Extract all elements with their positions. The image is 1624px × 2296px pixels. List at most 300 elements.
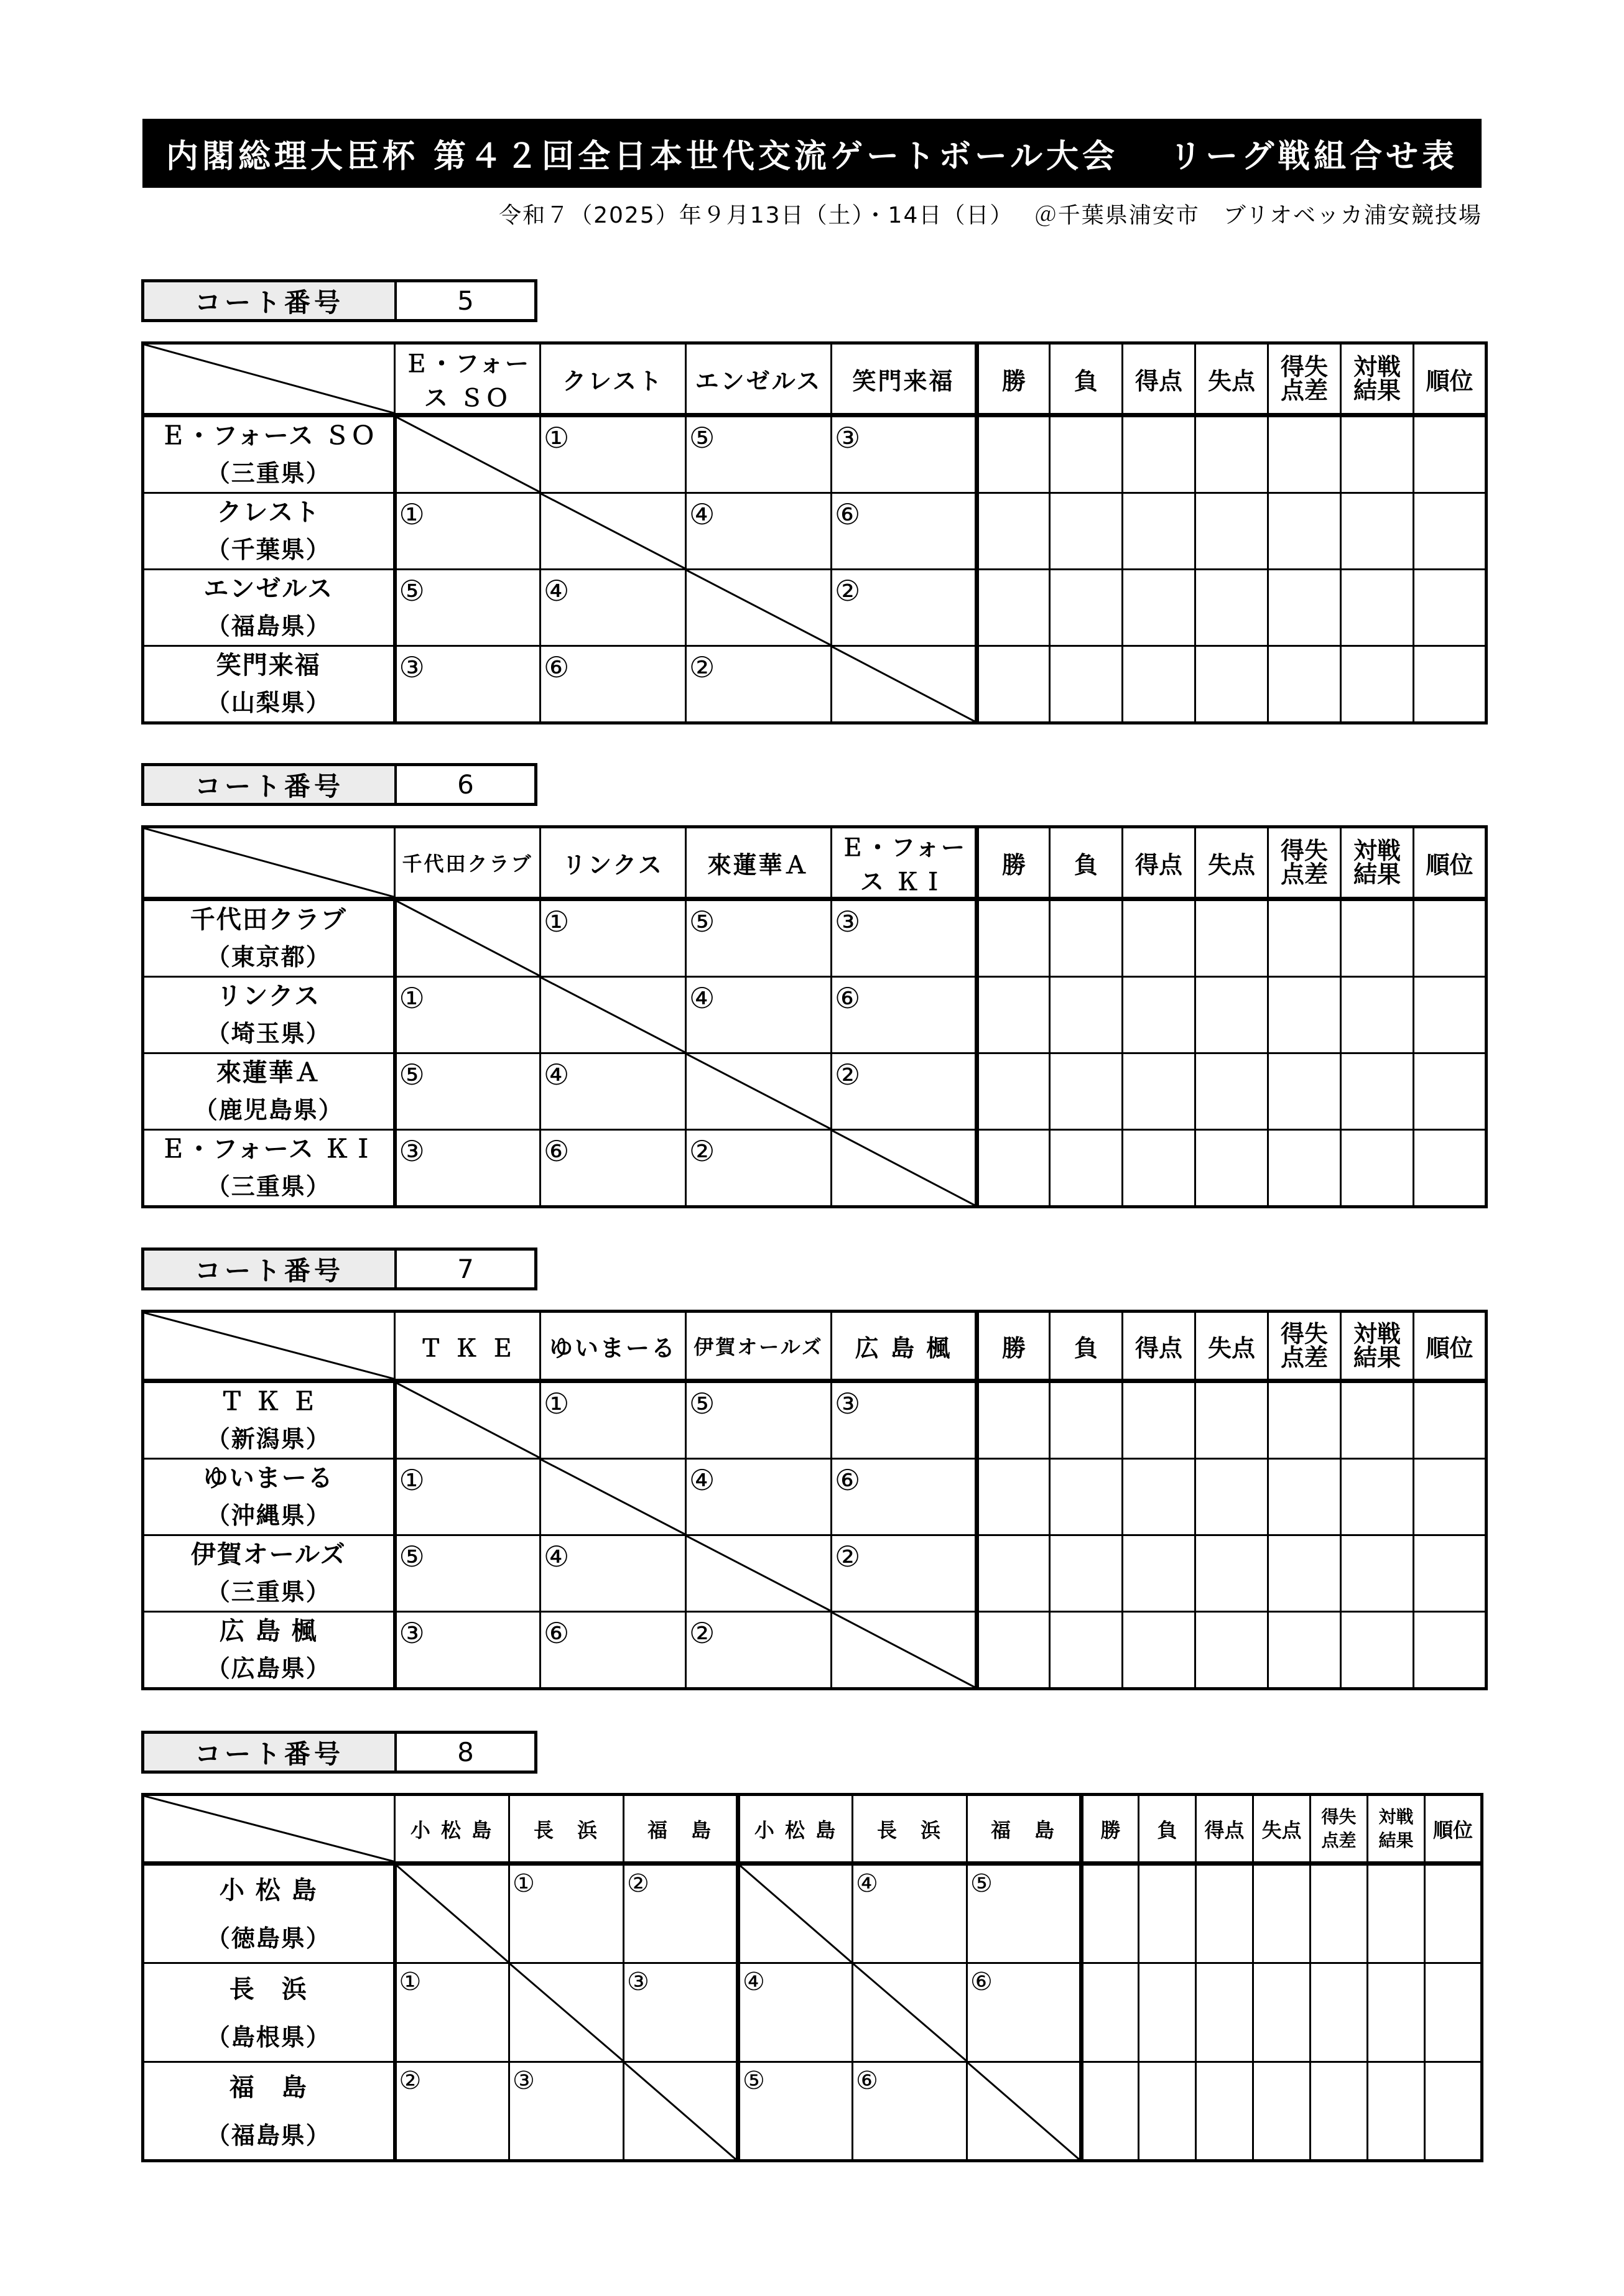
self-match-diagonal <box>832 1613 975 1687</box>
stat-header: 負 <box>1139 1795 1196 1864</box>
league-table-court-6 <box>141 825 1488 1208</box>
stat-header: 順位 <box>1414 343 1487 415</box>
opponent-header: 小 松 島 <box>395 1795 509 1864</box>
stat-cell <box>1050 1053 1123 1130</box>
stat-cell <box>1050 1459 1123 1535</box>
self-match-diagonal <box>687 1054 830 1129</box>
team-name: 笑門来福 <box>216 651 321 680</box>
opponent-header: 千代田クラブ <box>395 827 541 899</box>
stat-cell <box>1425 1864 1482 1963</box>
stat-cell <box>1368 2062 1425 2160</box>
stat-cell <box>1341 415 1414 493</box>
stat-cell <box>1341 1130 1414 1207</box>
stat-header: 勝 <box>977 1312 1050 1381</box>
team-name: Ｅ・フォース ＳＯ <box>160 422 377 450</box>
stat-cell <box>1414 570 1487 646</box>
match-order-cell: ⑥ <box>832 1459 977 1535</box>
opponent-header: 福 島 <box>624 1795 738 1864</box>
self-match-diagonal <box>687 1536 830 1611</box>
self-match-cell <box>395 1381 541 1459</box>
self-match-cell <box>686 570 832 646</box>
stat-cell <box>1050 1381 1123 1459</box>
stat-cell <box>1414 493 1487 570</box>
team-name: 福 島 <box>229 2073 308 2102</box>
stat-cell <box>1253 1963 1311 2062</box>
match-order-cell: ⑥ <box>853 2062 967 2160</box>
court-number-box <box>141 1731 537 1774</box>
stat-cell <box>1123 1535 1195 1612</box>
stat-cell <box>1196 1864 1253 1963</box>
self-match-cell <box>967 2062 1082 2160</box>
corner-diagonal <box>144 345 394 413</box>
team-prefecture: （千葉県） <box>206 536 331 563</box>
team-name: リンクス <box>216 982 321 1011</box>
stat-cell <box>977 570 1050 646</box>
team-row <box>143 1381 1487 1459</box>
stat-header: 得失 点差 <box>1268 827 1341 899</box>
team-name-cell <box>143 1612 395 1689</box>
match-order-cell: ② <box>395 2062 509 2160</box>
match-order-cell: ④ <box>541 570 686 646</box>
opponent-header: Ｅ・フォース ＫＩ <box>832 827 977 899</box>
team-prefecture: （徳島県） <box>206 1925 331 1953</box>
stat-header: 順位 <box>1414 827 1487 899</box>
header-row <box>143 1312 1487 1381</box>
stat-cell <box>1050 1535 1123 1612</box>
stat-cell <box>1139 1864 1196 1963</box>
team-prefecture: （三重県） <box>206 1173 331 1200</box>
stat-cell <box>977 977 1050 1053</box>
stat-cell <box>1253 1864 1311 1963</box>
match-order-cell: ③ <box>832 415 977 493</box>
stat-cell <box>1195 1612 1268 1689</box>
stat-header: 得点 <box>1123 1312 1195 1381</box>
stat-cell <box>1123 415 1195 493</box>
match-order-cell: ③ <box>624 1963 738 2062</box>
self-match-diagonal <box>832 647 975 721</box>
team-name-cell <box>143 1864 395 1963</box>
stat-cell <box>1311 1963 1368 2062</box>
stat-cell <box>1123 899 1195 977</box>
team-name: 長 浜 <box>229 1974 308 2004</box>
self-match-cell <box>541 977 686 1053</box>
team-row <box>143 899 1487 977</box>
team-prefecture: （埼玉県） <box>206 1020 331 1047</box>
corner-diagonal <box>144 1313 394 1379</box>
court-number-value: 5 <box>457 285 474 316</box>
match-order-cell: ⑤ <box>395 1535 541 1612</box>
opponent-header: 來蓮華Ａ <box>686 827 832 899</box>
team-name-cell <box>143 899 395 977</box>
stat-header: 勝 <box>1082 1795 1139 1864</box>
header-row <box>143 827 1487 899</box>
team-row <box>143 1535 1487 1612</box>
match-order-cell: ② <box>832 570 977 646</box>
team-row <box>143 2062 1482 2160</box>
stat-cell <box>1050 1612 1123 1689</box>
court-number-label: コート番号 <box>144 282 397 319</box>
stat-cell <box>1123 493 1195 570</box>
self-match-cell <box>509 1963 624 2062</box>
match-order-cell: ⑥ <box>541 1612 686 1689</box>
self-match-cell <box>832 1130 977 1207</box>
match-order-cell: ④ <box>541 1053 686 1130</box>
team-name: エンゼルス <box>203 575 334 603</box>
team-name-cell <box>143 977 395 1053</box>
team-prefecture: （沖縄県） <box>206 1502 331 1529</box>
event-date-venue: 令和７（2025）年９月13日（土）・14日（日） ＠千葉県浦安市 ブリオベッカ浦安競技場 <box>499 203 1482 228</box>
match-order-cell: ⑥ <box>967 1963 1082 2062</box>
match-order-cell: ④ <box>738 1963 853 2062</box>
team-name: 來蓮華Ａ <box>216 1058 321 1087</box>
stat-cell <box>1268 646 1341 723</box>
stat-header: 失点 <box>1195 827 1268 899</box>
self-match-cell <box>832 1612 977 1689</box>
team-name-cell <box>143 646 395 723</box>
match-order-cell: ⑤ <box>686 899 832 977</box>
opponent-header: 伊賀オールズ <box>686 1312 832 1381</box>
self-match-cell <box>395 899 541 977</box>
opponent-header: 長 浜 <box>853 1795 967 1864</box>
stat-cell <box>1123 1053 1195 1130</box>
self-match-diagonal <box>968 2063 1079 2159</box>
stat-cell <box>1082 1963 1139 2062</box>
stat-cell <box>977 1612 1050 1689</box>
match-order-cell: ① <box>509 1864 624 1963</box>
stat-cell <box>1123 1612 1195 1689</box>
opponent-header: クレスト <box>541 343 686 415</box>
team-row <box>143 977 1487 1053</box>
stat-cell <box>1414 1130 1487 1207</box>
court-number-value: 7 <box>457 1254 474 1284</box>
stat-header: 負 <box>1050 343 1123 415</box>
stat-cell <box>1268 415 1341 493</box>
stat-header: 得点 <box>1196 1795 1253 1864</box>
stat-cell <box>1195 1535 1268 1612</box>
stat-cell <box>1341 977 1414 1053</box>
stat-cell <box>1414 415 1487 493</box>
match-order-cell: ③ <box>832 1381 977 1459</box>
match-order-cell: ⑥ <box>541 1130 686 1207</box>
team-name-cell <box>143 1053 395 1130</box>
stat-cell <box>1311 2062 1368 2160</box>
stat-cell <box>977 899 1050 977</box>
stat-header: 得失 点差 <box>1268 1312 1341 1381</box>
match-order-cell: ④ <box>686 1459 832 1535</box>
court-number-label: コート番号 <box>144 766 397 803</box>
match-order-cell: ⑤ <box>738 2062 853 2160</box>
stat-cell <box>977 1381 1050 1459</box>
team-row <box>143 1130 1487 1207</box>
stat-cell <box>1123 977 1195 1053</box>
stat-cell <box>1341 1459 1414 1535</box>
match-order-cell: ⑥ <box>832 977 977 1053</box>
stat-cell <box>1368 1963 1425 2062</box>
stat-header: 得失 点差 <box>1311 1795 1368 1864</box>
self-match-cell <box>624 2062 738 2160</box>
opponent-header: エンゼルス <box>686 343 832 415</box>
header-row <box>143 1795 1482 1864</box>
team-name-cell <box>143 493 395 570</box>
stat-cell <box>1414 899 1487 977</box>
self-match-cell <box>853 1963 967 2062</box>
match-order-cell: ⑤ <box>395 1053 541 1130</box>
stat-cell <box>1195 646 1268 723</box>
stat-cell <box>1196 2062 1253 2160</box>
stat-cell <box>1123 646 1195 723</box>
match-order-cell: ② <box>686 646 832 723</box>
match-order-cell: ⑤ <box>686 1381 832 1459</box>
stat-cell <box>1268 1459 1341 1535</box>
team-name-cell <box>143 2062 395 2160</box>
corner-cell <box>143 827 395 899</box>
match-order-cell: ④ <box>853 1864 967 1963</box>
match-order-cell: ③ <box>509 2062 624 2160</box>
stat-cell <box>1195 493 1268 570</box>
match-order-cell: ① <box>395 977 541 1053</box>
match-order-cell: ④ <box>686 977 832 1053</box>
stat-cell <box>977 1053 1050 1130</box>
team-row <box>143 415 1487 493</box>
self-match-diagonal <box>397 901 540 976</box>
stat-cell <box>1268 977 1341 1053</box>
stat-cell <box>1425 2062 1482 2160</box>
stat-cell <box>1341 1053 1414 1130</box>
team-row <box>143 1963 1482 2062</box>
opponent-header: Ｔ Ｋ Ｅ <box>395 1312 541 1381</box>
stat-cell <box>1341 570 1414 646</box>
stat-cell <box>977 1535 1050 1612</box>
team-row <box>143 646 1487 723</box>
team-prefecture: （新潟県） <box>206 1425 331 1453</box>
court-number-box <box>141 1248 537 1290</box>
court-number-box <box>141 279 537 322</box>
match-order-cell: ① <box>395 1459 541 1535</box>
court-number-label: コート番号 <box>144 1734 397 1771</box>
team-prefecture: （三重県） <box>206 460 331 487</box>
team-row <box>143 1459 1487 1535</box>
match-order-cell: ⑥ <box>832 493 977 570</box>
stat-header: 順位 <box>1414 1312 1487 1381</box>
team-prefecture: （広島県） <box>206 1655 331 1682</box>
self-match-diagonal <box>397 417 540 492</box>
stat-cell <box>1341 493 1414 570</box>
stat-header: 得点 <box>1123 827 1195 899</box>
match-order-cell: ③ <box>832 899 977 977</box>
team-name: 千代田クラブ <box>190 905 347 934</box>
stat-cell <box>1414 977 1487 1053</box>
stat-cell <box>1195 1130 1268 1207</box>
team-row <box>143 1864 1482 1963</box>
stat-cell <box>1368 1864 1425 1963</box>
match-order-cell: ⑤ <box>395 570 541 646</box>
stat-cell <box>1195 899 1268 977</box>
stat-header: 得失 点差 <box>1268 343 1341 415</box>
team-name: 広 島 楓 <box>219 1617 318 1646</box>
team-row <box>143 1612 1487 1689</box>
stat-header: 勝 <box>977 343 1050 415</box>
team-prefecture: （福島県） <box>206 2121 331 2149</box>
team-name: Ｔ Ｋ Ｅ <box>219 1387 318 1416</box>
stat-cell <box>1195 1381 1268 1459</box>
self-match-diagonal <box>541 1460 685 1534</box>
match-order-cell: ① <box>541 415 686 493</box>
page-title: 内閣総理大臣杯 第４２回全日本世代交流ゲートボール大会 リーグ戦組合せ表 <box>142 119 1482 188</box>
stat-header: 得点 <box>1123 343 1195 415</box>
stat-cell <box>1050 570 1123 646</box>
match-order-cell: ② <box>832 1053 977 1130</box>
stat-cell <box>1123 1459 1195 1535</box>
self-match-diagonal <box>541 978 685 1052</box>
stat-cell <box>1425 1963 1482 2062</box>
stat-cell <box>1082 1864 1139 1963</box>
corner-diagonal <box>144 828 394 897</box>
stat-cell <box>1050 415 1123 493</box>
stat-cell <box>1123 1381 1195 1459</box>
match-order-cell: ⑤ <box>967 1864 1082 1963</box>
opponent-header: 広 島 楓 <box>832 1312 977 1381</box>
stat-cell <box>1268 1535 1341 1612</box>
stat-cell <box>1123 1130 1195 1207</box>
self-match-diagonal <box>740 1866 851 1962</box>
team-name-cell <box>143 1963 395 2062</box>
stat-cell <box>1050 493 1123 570</box>
stat-header: 負 <box>1050 827 1123 899</box>
self-match-diagonal <box>510 1964 623 2060</box>
stat-cell <box>1414 646 1487 723</box>
team-prefecture: （福島県） <box>206 613 331 640</box>
stat-cell <box>1082 2062 1139 2160</box>
team-row <box>143 493 1487 570</box>
opponent-header: Ｅ・フォース ＳＯ <box>395 343 541 415</box>
stat-cell <box>1195 1053 1268 1130</box>
stat-header: 対戦 結果 <box>1341 1312 1414 1381</box>
stat-cell <box>1341 899 1414 977</box>
court-number-value: 8 <box>457 1737 474 1767</box>
stat-header: 負 <box>1050 1312 1123 1381</box>
self-match-cell <box>395 1864 509 1963</box>
opponent-header: リンクス <box>541 827 686 899</box>
stat-cell <box>1123 570 1195 646</box>
match-order-cell: ② <box>624 1864 738 1963</box>
stat-cell <box>977 646 1050 723</box>
match-order-cell: ④ <box>686 493 832 570</box>
team-row <box>143 1053 1487 1130</box>
self-match-cell <box>541 493 686 570</box>
team-prefecture: （島根県） <box>206 2023 331 2051</box>
corner-diagonal <box>144 1796 394 1861</box>
league-table-court-7 <box>141 1310 1488 1690</box>
match-order-cell: ③ <box>395 1130 541 1207</box>
stat-cell <box>1050 899 1123 977</box>
self-match-diagonal <box>832 1131 975 1205</box>
self-match-cell <box>541 1459 686 1535</box>
stat-header: 対戦 結果 <box>1341 827 1414 899</box>
stat-cell <box>977 1130 1050 1207</box>
stat-header: 順位 <box>1425 1795 1482 1864</box>
team-name-cell <box>143 1459 395 1535</box>
team-name-cell <box>143 1130 395 1207</box>
stat-cell <box>1268 1612 1341 1689</box>
team-name: Ｅ・フォース ＫＩ <box>160 1135 377 1164</box>
match-order-cell: ② <box>686 1612 832 1689</box>
self-match-cell <box>686 1535 832 1612</box>
stat-cell <box>1414 1381 1487 1459</box>
stat-cell <box>1414 1612 1487 1689</box>
match-order-cell: ① <box>541 899 686 977</box>
self-match-diagonal <box>397 1383 540 1458</box>
team-name-cell <box>143 415 395 493</box>
stat-header: 失点 <box>1195 1312 1268 1381</box>
stat-cell <box>1195 570 1268 646</box>
team-name-cell <box>143 1381 395 1459</box>
stat-cell <box>1139 1963 1196 2062</box>
opponent-header: 福 島 <box>967 1795 1082 1864</box>
opponent-header: ゆいまーる <box>541 1312 686 1381</box>
stat-cell <box>1050 977 1123 1053</box>
self-match-diagonal <box>541 494 685 568</box>
match-order-cell: ③ <box>395 646 541 723</box>
self-match-cell <box>395 415 541 493</box>
league-table-court-5 <box>141 341 1488 724</box>
team-name-cell <box>143 570 395 646</box>
stat-header: 対戦 結果 <box>1368 1795 1425 1864</box>
header-row <box>143 343 1487 415</box>
stat-cell <box>977 1459 1050 1535</box>
match-order-cell: ② <box>686 1130 832 1207</box>
team-prefecture: （鹿児島県） <box>193 1096 343 1124</box>
team-prefecture: （東京都） <box>206 943 331 971</box>
self-match-cell <box>832 646 977 723</box>
opponent-header: 笑門来福 <box>832 343 977 415</box>
self-match-diagonal <box>624 2063 736 2159</box>
match-order-cell: ④ <box>541 1535 686 1612</box>
stat-cell <box>1050 646 1123 723</box>
stat-cell <box>977 493 1050 570</box>
court-number-value: 6 <box>457 769 474 800</box>
stat-cell <box>1341 1612 1414 1689</box>
self-match-diagonal <box>853 1964 966 2060</box>
match-order-cell: ⑤ <box>686 415 832 493</box>
court-number-box <box>141 763 537 806</box>
stat-cell <box>1414 1535 1487 1612</box>
stat-cell <box>1195 1459 1268 1535</box>
stat-cell <box>1268 1130 1341 1207</box>
team-row <box>143 570 1487 646</box>
stat-cell <box>1268 570 1341 646</box>
stat-cell <box>1268 899 1341 977</box>
match-order-cell: ① <box>541 1381 686 1459</box>
team-prefecture: （山梨県） <box>206 689 331 716</box>
stat-cell <box>1341 1535 1414 1612</box>
match-order-cell: ② <box>832 1535 977 1612</box>
stat-cell <box>1268 1381 1341 1459</box>
match-order-cell: ⑥ <box>541 646 686 723</box>
team-name: ゆいまーる <box>203 1464 334 1493</box>
court-number-label: コート番号 <box>144 1251 397 1287</box>
opponent-header: 長 浜 <box>509 1795 624 1864</box>
opponent-header: 小 松 島 <box>738 1795 853 1864</box>
stat-header: 勝 <box>977 827 1050 899</box>
team-name: クレスト <box>216 498 321 527</box>
stat-cell <box>1195 415 1268 493</box>
self-match-cell <box>686 1053 832 1130</box>
team-name: 小 松 島 <box>219 1876 318 1905</box>
match-order-cell: ① <box>395 1963 509 2062</box>
stat-cell <box>1253 2062 1311 2160</box>
stat-cell <box>1050 1130 1123 1207</box>
league-table-court-8 <box>141 1793 1483 2162</box>
